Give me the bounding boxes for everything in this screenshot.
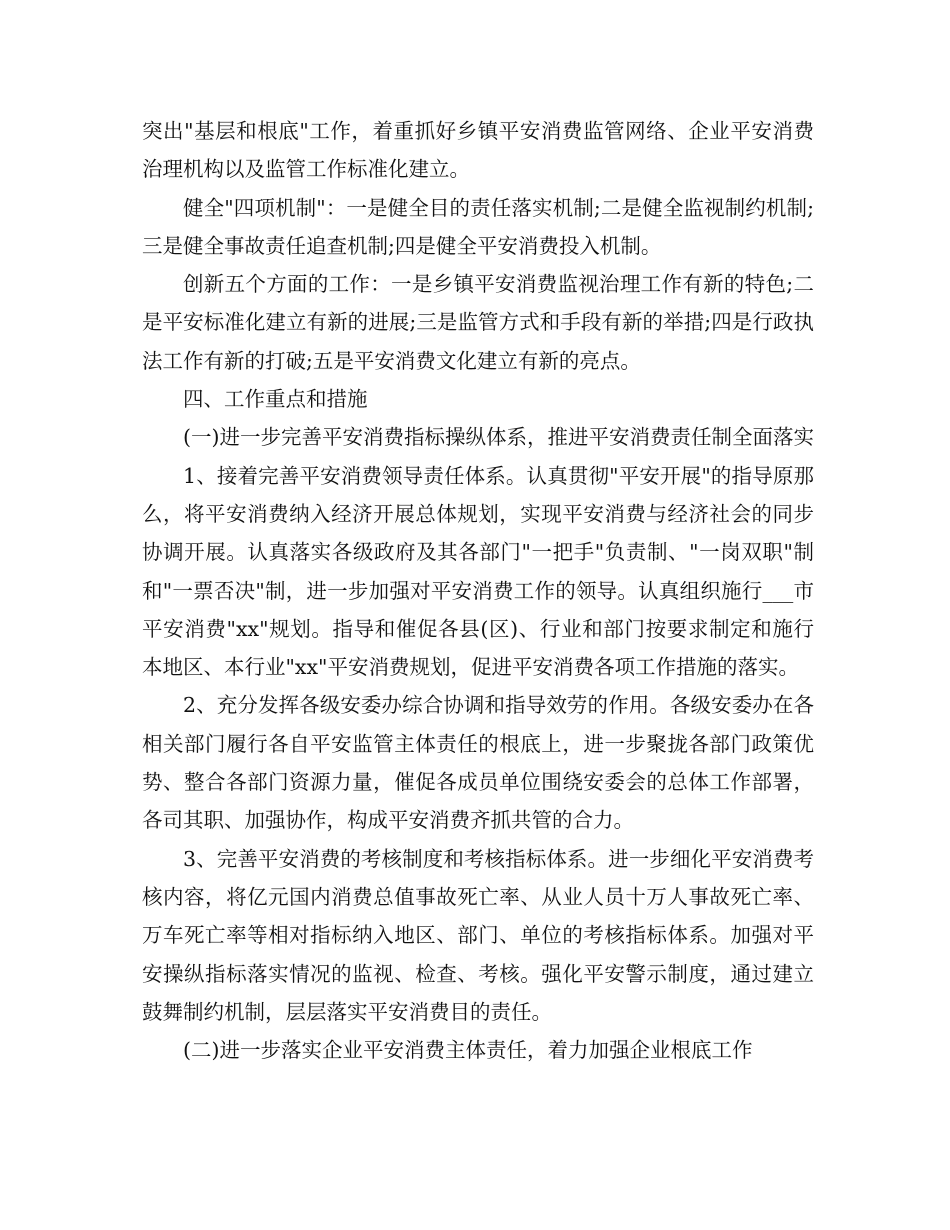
paragraph-item-3: 3、完善平安消费的考核制度和考核指标体系。进一步细化平安消费考核内容，将亿元国内消费总值事故死亡率、从业人员十万人事故死亡率、万车死亡率等相对指标纳入地区、部门、单位的考核指标体系。加强对平安操纵指标落实情况的监视、检查、考核。强化平安警示制度，通过建立鼓舞制约机制，层层落实平安消费目的责任。 <box>142 846 814 1024</box>
paragraph-item-1: 1、接着完善平安消费领导责任体系。认真贯彻"平安开展"的指导原那么，将平安消费纳入经济开展总体规划，实现平安消费与经济社会的同步协调开展。认真落实各级政府及其各部门"一把手"负责制、"一岗双职"制和"一票否决"制，进一步加强对平安消费工作的领导。认真组织施行___市平安消费"xx"规划。指导和催促各县(区)、行业和部门按要求制定和施行本地区、本行业"xx"平安消费规划，促进平安消费各项工作措施的落实。 <box>142 463 814 680</box>
paragraph-item-2: 2、充分发挥各级安委办综合协调和指导效劳的作用。各级安委办在各相关部门履行各自平安监管主体责任的根底上，进一步聚拢各部门政策优势、整合各部门资源力量，催促各成员单位围绕安委会的总体工作部署，各司其职、加强协作，构成平安消费齐抓共管的合力。 <box>142 693 814 833</box>
paragraph-four-mechanisms: 健全"四项机制"：一是健全目的责任落实机制;二是健全监视制约机制;三是健全事故责任追查机制;四是健全平安消费投入机制。 <box>142 195 814 258</box>
paragraph-five-innovations: 创新五个方面的工作：一是乡镇平安消费监视治理工作有新的特色;二是平安标准化建立有新的进展;三是监管方式和手段有新的举措;四是行政执法工作有新的打破;五是平安消费文化建立有新的亮点。 <box>142 272 814 373</box>
section-heading-4: 四、工作重点和措施 <box>183 387 368 412</box>
paragraph-grassroots-work: 突出"基层和根底"工作，着重抓好乡镇平安消费监管网络、企业平安消费治理机构以及监管工作标准化建立。 <box>142 119 814 182</box>
subsection-heading-2: (二)进一步落实企业平安消费主体责任，着力加强企业根底工作 <box>183 1038 753 1063</box>
document-body <box>142 112 814 1069</box>
subsection-heading-1: (一)进一步完善平安消费指标操纵体系，推进平安消费责任制全面落实 <box>183 425 814 450</box>
